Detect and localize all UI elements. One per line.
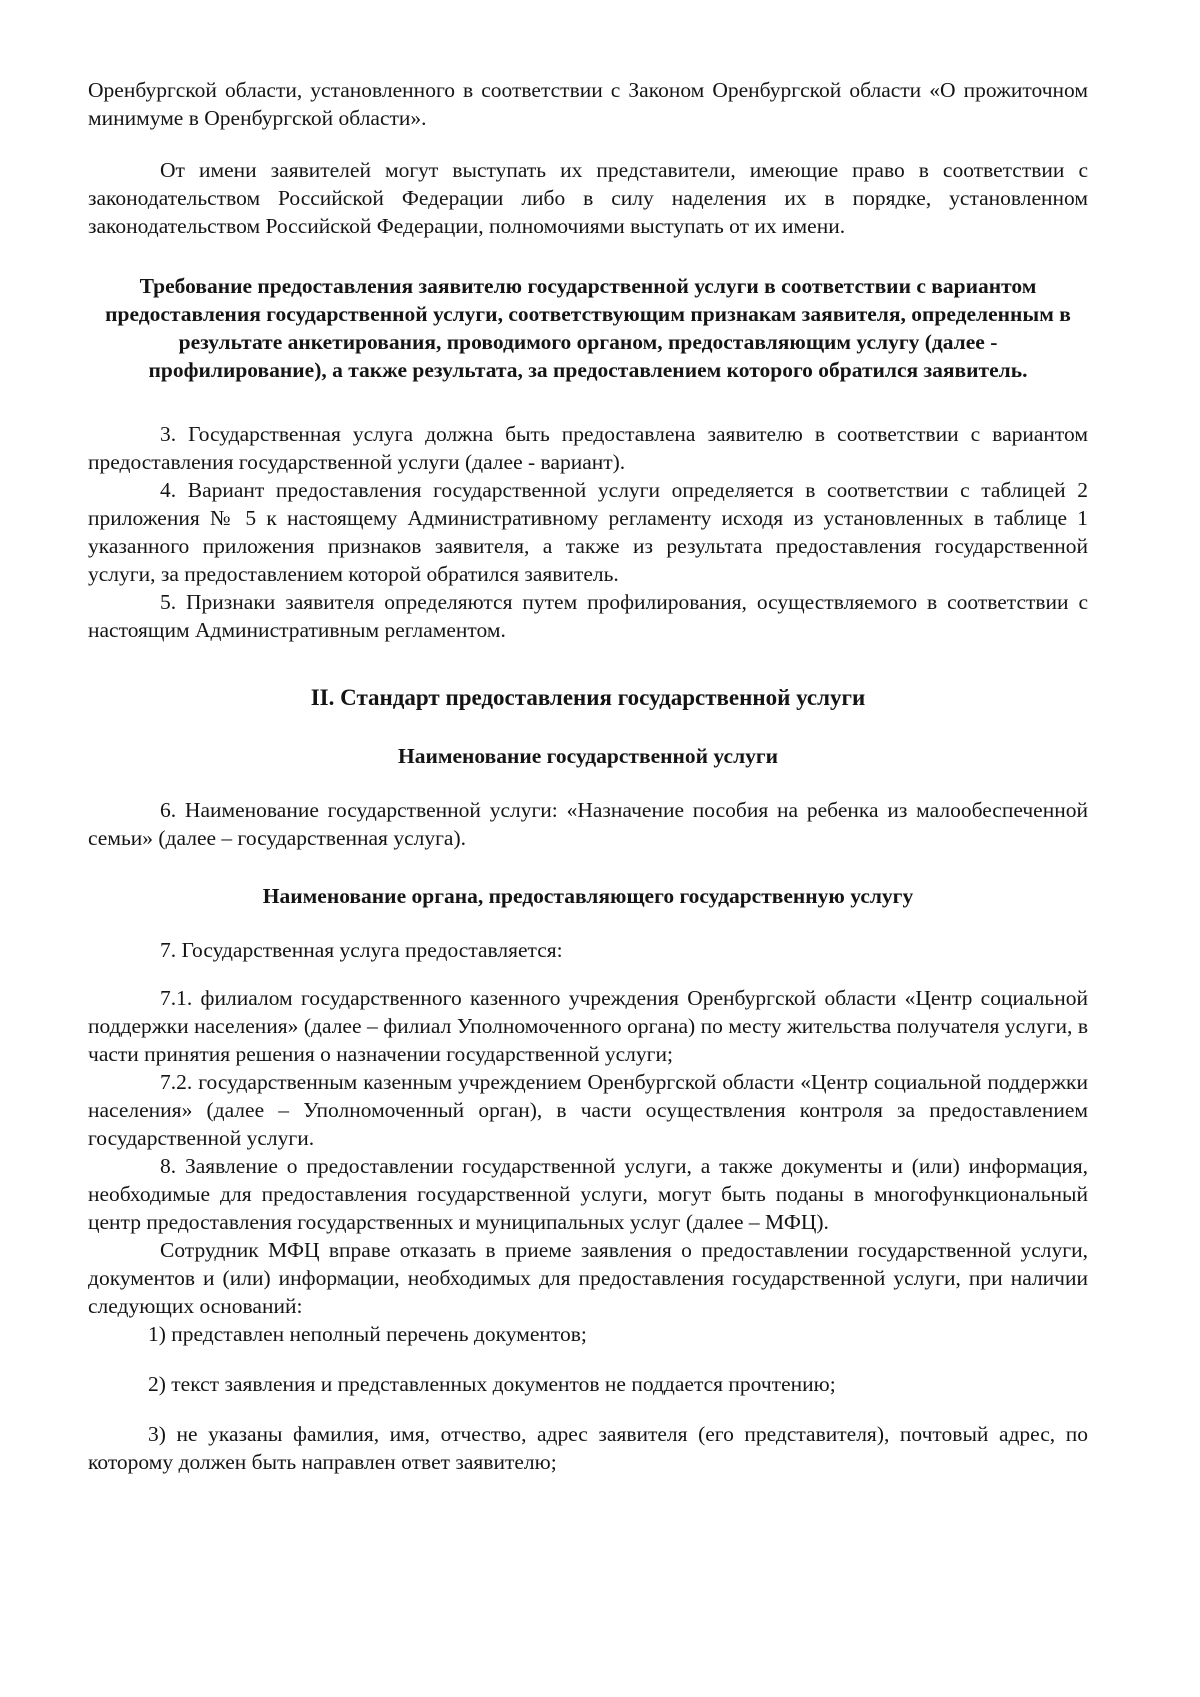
heading-service-name: Наименование государственной услуги	[397, 744, 779, 768]
paragraph-3: 3. Государственная услуга должна быть предоставлена заявителю в соответствии с вариантом предоставления государственной услуги (далее - вариант).	[88, 422, 1088, 474]
document-body	[88, 76, 1088, 1476]
paragraph-8-refusal: Сотрудник МФЦ вправе отказать в приеме заявления о предоставлении государственной услуги, документов и (или) информации, необходимых для предоставления государственной услуги, при наличии следующих оснований:	[88, 1238, 1088, 1318]
paragraph-6: 6. Наименование государственной услуги: «Назначение пособия на ребенка из малообеспеченной семьи» (далее – государственная услуга).	[88, 798, 1088, 850]
paragraph-intro: Оренбургской области, установленного в соответствии с Законом Оренбургской области «О прожиточном минимуме в Оренбургской области».	[88, 78, 1088, 130]
paragraph-4: 4. Вариант предоставления государственной услуги определяется в соответствии с таблицей 2 приложения № 5 к настоящему Административному регламенту исходя из установленных в таблице 1 указанного приложения признаков заявителя, а также из результата предоставления государственной услуги, за предоставлением которой обратился заявитель.	[88, 478, 1088, 586]
paragraph-8: 8. Заявление о предоставлении государственной услуги, а также документы и (или) информация, необходимые для предоставления государственной услуги, могут быть поданы в многофункциональный центр предоставления государственных и муниципальных услуг (далее – МФЦ).	[88, 1154, 1088, 1234]
paragraph-7: 7. Государственная услуга предоставляется:	[160, 938, 563, 962]
paragraph-representatives: От имени заявителей могут выступать их представители, имеющие право в соответствии с законодательством Российской Федерации либо в силу наделения их в порядке, установленном законодательством Российской Федерации, полномочиями выступать от их имени.	[88, 158, 1088, 238]
paragraph-7-2: 7.2. государственным казенным учреждением Оренбургской области «Центр социальной поддержки населения» (далее – Уполномоченный орган), в части осуществления контроля за предоставлением государственной услуги.	[88, 1070, 1088, 1150]
section-title-2: II. Стандарт предоставления государственной услуги	[310, 685, 866, 710]
list-item-3: 3) не указаны фамилия, имя, отчество, адрес заявителя (его представителя), почтовый адрес, по которому должен быть направлен ответ заявителю;	[88, 1422, 1088, 1474]
heading-requirement: Требование предоставления заявителю государственной услуги в соответствии с вариантом предоставления государственной услуги, соответствующим признакам заявителя, определенным в результате анкетирования, проводимого органом, предоставляющим услугу (далее - профилирование), а также результата, за предоставлением которого обратился заявитель.	[105, 274, 1071, 382]
paragraph-7-1: 7.1. филиалом государственного казенного учреждения Оренбургской области «Центр социальной поддержки населения» (далее – филиал Уполномоченного органа) по месту жительства получателя услуги, в части принятия решения о назначении государственной услуги;	[88, 986, 1088, 1066]
heading-agency: Наименование органа, предоставляющего государственную услугу	[262, 884, 914, 908]
list-item-1: 1) представлен неполный перечень документов;	[148, 1322, 587, 1346]
paragraph-5: 5. Признаки заявителя определяются путем профилирования, осуществляемого в соответствии с настоящим Административным регламентом.	[88, 590, 1088, 642]
list-item-2: 2) текст заявления и представленных документов не поддается прочтению;	[148, 1372, 836, 1396]
